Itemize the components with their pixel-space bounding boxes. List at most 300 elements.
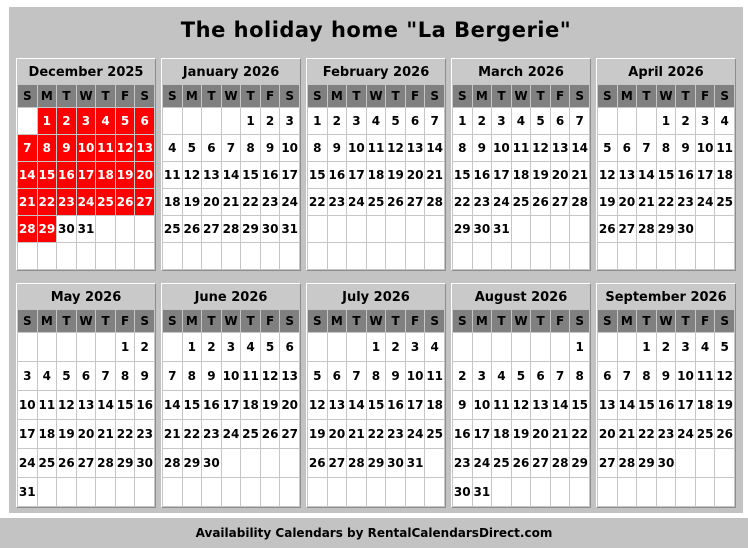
day-cell: 28 bbox=[163, 449, 182, 477]
empty-day-cell bbox=[77, 333, 96, 361]
empty-day-cell bbox=[57, 333, 76, 361]
day-cell: 30 bbox=[386, 449, 405, 477]
day-cell: 7 bbox=[618, 362, 637, 390]
week-row bbox=[163, 243, 299, 269]
day-cell: 12 bbox=[261, 362, 280, 390]
day-cell: 17 bbox=[18, 420, 37, 448]
week-row bbox=[18, 449, 154, 477]
day-cell: 24 bbox=[406, 420, 425, 448]
empty-day-cell bbox=[531, 333, 550, 361]
day-cell: 13 bbox=[598, 391, 617, 419]
booked-day-cell: 6 bbox=[135, 108, 154, 134]
day-cell: 4 bbox=[425, 333, 444, 361]
weekday-header: F bbox=[116, 310, 135, 332]
day-cell: 17 bbox=[696, 162, 715, 188]
weekday-header: M bbox=[328, 85, 347, 107]
weekday-header: S bbox=[18, 85, 37, 107]
day-cell: 15 bbox=[116, 391, 135, 419]
day-cell: 12 bbox=[715, 362, 734, 390]
booked-day-cell: 29 bbox=[38, 216, 57, 242]
day-cell: 30 bbox=[57, 216, 76, 242]
week-row bbox=[598, 362, 734, 390]
booked-day-cell: 16 bbox=[57, 162, 76, 188]
day-cell: 4 bbox=[163, 135, 182, 161]
booked-day-cell: 21 bbox=[18, 189, 37, 215]
day-cell: 3 bbox=[18, 362, 37, 390]
weekday-header: T bbox=[96, 85, 115, 107]
footer-credit: Availability Calendars by RentalCalendarsDirect.com bbox=[195, 526, 553, 540]
day-cell: 8 bbox=[657, 135, 676, 161]
weekday-header: T bbox=[241, 310, 260, 332]
day-cell: 30 bbox=[261, 216, 280, 242]
day-cell: 10 bbox=[18, 391, 37, 419]
day-cell: 24 bbox=[492, 189, 511, 215]
weekday-header: T bbox=[492, 310, 511, 332]
day-cell: 28 bbox=[637, 216, 656, 242]
empty-day-cell bbox=[222, 449, 241, 477]
weekday-header: S bbox=[135, 310, 154, 332]
empty-day-cell bbox=[531, 216, 550, 242]
day-cell: 1 bbox=[570, 333, 589, 361]
weekday-header: W bbox=[657, 310, 676, 332]
weekday-header: F bbox=[696, 310, 715, 332]
empty-day-cell bbox=[38, 243, 57, 269]
day-cell: 20 bbox=[77, 420, 96, 448]
day-cell: 11 bbox=[241, 362, 260, 390]
weekday-header: S bbox=[598, 85, 617, 107]
booked-day-cell: 11 bbox=[96, 135, 115, 161]
week-row bbox=[453, 135, 589, 161]
day-cell: 13 bbox=[280, 362, 299, 390]
empty-day-cell bbox=[676, 478, 695, 506]
weekday-header: M bbox=[473, 310, 492, 332]
day-cell: 17 bbox=[222, 391, 241, 419]
week-row bbox=[453, 108, 589, 134]
day-cell: 4 bbox=[241, 333, 260, 361]
booked-day-cell: 8 bbox=[38, 135, 57, 161]
calendar-september-2026 bbox=[596, 283, 736, 508]
empty-day-cell bbox=[696, 478, 715, 506]
weekday-header: T bbox=[676, 85, 695, 107]
day-cell: 1 bbox=[637, 333, 656, 361]
day-cell: 9 bbox=[676, 135, 695, 161]
empty-day-cell bbox=[367, 478, 386, 506]
booked-day-cell: 5 bbox=[116, 108, 135, 134]
empty-day-cell bbox=[328, 478, 347, 506]
day-cell: 3 bbox=[406, 333, 425, 361]
calendar-march-2026 bbox=[451, 58, 591, 271]
day-cell: 1 bbox=[367, 333, 386, 361]
day-cell: 23 bbox=[657, 420, 676, 448]
day-cell: 1 bbox=[657, 108, 676, 134]
day-cell: 9 bbox=[386, 362, 405, 390]
weekday-header: S bbox=[598, 310, 617, 332]
day-cell: 1 bbox=[241, 108, 260, 134]
day-cell: 15 bbox=[183, 391, 202, 419]
day-cell: 5 bbox=[512, 362, 531, 390]
day-cell: 10 bbox=[676, 362, 695, 390]
day-cell: 3 bbox=[696, 108, 715, 134]
empty-day-cell bbox=[715, 478, 734, 506]
week-row bbox=[18, 243, 154, 269]
empty-day-cell bbox=[38, 333, 57, 361]
week-row bbox=[18, 189, 154, 215]
day-cell: 9 bbox=[657, 362, 676, 390]
day-cell: 4 bbox=[38, 362, 57, 390]
day-cell: 6 bbox=[551, 108, 570, 134]
day-cell: 11 bbox=[696, 362, 715, 390]
weekday-header: M bbox=[38, 85, 57, 107]
empty-day-cell bbox=[163, 333, 182, 361]
day-cell: 12 bbox=[598, 162, 617, 188]
week-row bbox=[163, 189, 299, 215]
empty-day-cell bbox=[425, 478, 444, 506]
day-cell: 10 bbox=[222, 362, 241, 390]
weekday-header: T bbox=[492, 85, 511, 107]
day-cell: 2 bbox=[328, 108, 347, 134]
day-cell: 13 bbox=[406, 135, 425, 161]
weekday-header: M bbox=[473, 85, 492, 107]
month-header-february-2026: February 2026 bbox=[308, 60, 444, 84]
booked-day-cell: 2 bbox=[57, 108, 76, 134]
day-cell: 14 bbox=[425, 135, 444, 161]
day-cell: 21 bbox=[347, 420, 366, 448]
day-cell: 18 bbox=[241, 391, 260, 419]
day-cell: 21 bbox=[96, 420, 115, 448]
day-cell: 22 bbox=[453, 189, 472, 215]
calendar-february-2026 bbox=[306, 58, 446, 271]
day-cell: 7 bbox=[425, 108, 444, 134]
empty-day-cell bbox=[696, 243, 715, 269]
weekday-header: T bbox=[96, 310, 115, 332]
empty-day-cell bbox=[386, 216, 405, 242]
empty-day-cell bbox=[163, 108, 182, 134]
day-cell: 7 bbox=[347, 362, 366, 390]
day-cell: 26 bbox=[308, 449, 327, 477]
booked-day-cell: 18 bbox=[96, 162, 115, 188]
empty-day-cell bbox=[135, 216, 154, 242]
booked-day-cell: 1 bbox=[38, 108, 57, 134]
day-cell: 14 bbox=[163, 391, 182, 419]
day-cell: 20 bbox=[551, 162, 570, 188]
weekday-header: S bbox=[280, 85, 299, 107]
booked-day-cell: 12 bbox=[116, 135, 135, 161]
empty-day-cell bbox=[222, 108, 241, 134]
day-cell: 27 bbox=[77, 449, 96, 477]
empty-day-cell bbox=[261, 449, 280, 477]
day-cell: 14 bbox=[222, 162, 241, 188]
day-cell: 2 bbox=[453, 362, 472, 390]
empty-day-cell bbox=[657, 243, 676, 269]
day-cell: 10 bbox=[347, 135, 366, 161]
week-row bbox=[308, 478, 444, 506]
day-cell: 25 bbox=[367, 189, 386, 215]
weekday-header: F bbox=[551, 85, 570, 107]
week-row bbox=[18, 391, 154, 419]
empty-day-cell bbox=[598, 478, 617, 506]
day-cell: 2 bbox=[657, 333, 676, 361]
day-cell: 9 bbox=[135, 362, 154, 390]
week-row bbox=[598, 189, 734, 215]
week-row bbox=[308, 189, 444, 215]
day-cell: 5 bbox=[598, 135, 617, 161]
weekday-header: F bbox=[116, 85, 135, 107]
calendar-june-2026 bbox=[161, 283, 301, 508]
empty-day-cell bbox=[425, 449, 444, 477]
week-row bbox=[18, 135, 154, 161]
empty-day-cell bbox=[280, 243, 299, 269]
day-cell: 10 bbox=[280, 135, 299, 161]
empty-day-cell bbox=[676, 449, 695, 477]
day-cell: 8 bbox=[453, 135, 472, 161]
day-cell: 30 bbox=[473, 216, 492, 242]
day-cell: 6 bbox=[531, 362, 550, 390]
day-cell: 17 bbox=[676, 391, 695, 419]
day-cell: 26 bbox=[386, 189, 405, 215]
booked-day-cell: 23 bbox=[57, 189, 76, 215]
day-cell: 27 bbox=[406, 189, 425, 215]
week-row bbox=[598, 420, 734, 448]
empty-day-cell bbox=[598, 108, 617, 134]
empty-day-cell bbox=[96, 478, 115, 506]
booked-day-cell: 10 bbox=[77, 135, 96, 161]
day-cell: 15 bbox=[637, 391, 656, 419]
day-cell: 28 bbox=[96, 449, 115, 477]
day-cell: 21 bbox=[222, 189, 241, 215]
day-cell: 2 bbox=[135, 333, 154, 361]
day-cell: 15 bbox=[241, 162, 260, 188]
day-cell: 27 bbox=[280, 420, 299, 448]
day-cell: 29 bbox=[116, 449, 135, 477]
day-cell: 3 bbox=[222, 333, 241, 361]
week-row bbox=[163, 135, 299, 161]
empty-day-cell bbox=[551, 216, 570, 242]
day-cell: 29 bbox=[657, 216, 676, 242]
day-cell: 3 bbox=[473, 362, 492, 390]
day-cell: 5 bbox=[183, 135, 202, 161]
day-cell: 21 bbox=[425, 162, 444, 188]
day-cell: 26 bbox=[183, 216, 202, 242]
day-cell: 31 bbox=[77, 216, 96, 242]
day-cell: 12 bbox=[531, 135, 550, 161]
booked-day-cell: 22 bbox=[38, 189, 57, 215]
week-row bbox=[308, 333, 444, 361]
empty-day-cell bbox=[453, 333, 472, 361]
day-cell: 13 bbox=[618, 162, 637, 188]
calendar-july-2026 bbox=[306, 283, 446, 508]
day-cell: 22 bbox=[570, 420, 589, 448]
day-cell: 7 bbox=[570, 108, 589, 134]
day-cell: 1 bbox=[308, 108, 327, 134]
week-row bbox=[308, 108, 444, 134]
empty-day-cell bbox=[347, 478, 366, 506]
week-row bbox=[598, 391, 734, 419]
weekday-header: S bbox=[308, 85, 327, 107]
weekday-header: T bbox=[57, 310, 76, 332]
day-cell: 1 bbox=[183, 333, 202, 361]
weekday-header: F bbox=[261, 85, 280, 107]
day-cell: 6 bbox=[77, 362, 96, 390]
empty-day-cell bbox=[308, 243, 327, 269]
day-cell: 23 bbox=[676, 189, 695, 215]
day-cell: 2 bbox=[473, 108, 492, 134]
empty-day-cell bbox=[570, 478, 589, 506]
day-cell: 20 bbox=[328, 420, 347, 448]
calendar-row-2 bbox=[9, 283, 743, 508]
week-row bbox=[598, 216, 734, 242]
empty-day-cell bbox=[241, 478, 260, 506]
day-cell: 23 bbox=[202, 420, 221, 448]
day-cell: 31 bbox=[18, 478, 37, 506]
day-cell: 19 bbox=[261, 391, 280, 419]
day-cell: 25 bbox=[38, 449, 57, 477]
empty-day-cell bbox=[347, 216, 366, 242]
empty-day-cell bbox=[261, 243, 280, 269]
weekday-header: T bbox=[386, 85, 405, 107]
day-cell: 20 bbox=[531, 420, 550, 448]
day-cell: 25 bbox=[696, 420, 715, 448]
empty-day-cell bbox=[328, 216, 347, 242]
day-cell: 27 bbox=[328, 449, 347, 477]
day-cell: 22 bbox=[116, 420, 135, 448]
day-cell: 7 bbox=[163, 362, 182, 390]
empty-day-cell bbox=[676, 243, 695, 269]
week-row bbox=[308, 420, 444, 448]
booked-day-cell: 28 bbox=[18, 216, 37, 242]
day-cell: 3 bbox=[492, 108, 511, 134]
empty-day-cell bbox=[347, 243, 366, 269]
day-cell: 23 bbox=[328, 189, 347, 215]
day-cell: 15 bbox=[453, 162, 472, 188]
empty-day-cell bbox=[261, 478, 280, 506]
day-cell: 16 bbox=[473, 162, 492, 188]
week-row bbox=[453, 162, 589, 188]
day-cell: 18 bbox=[425, 391, 444, 419]
weekday-header: T bbox=[202, 85, 221, 107]
week-row bbox=[598, 243, 734, 269]
booked-day-cell: 19 bbox=[116, 162, 135, 188]
day-cell: 20 bbox=[618, 189, 637, 215]
day-cell: 16 bbox=[453, 420, 472, 448]
weekday-header: W bbox=[222, 85, 241, 107]
day-cell: 5 bbox=[308, 362, 327, 390]
day-cell: 12 bbox=[386, 135, 405, 161]
empty-day-cell bbox=[551, 333, 570, 361]
empty-day-cell bbox=[551, 243, 570, 269]
empty-day-cell bbox=[241, 243, 260, 269]
empty-day-cell bbox=[135, 478, 154, 506]
weekday-header: T bbox=[347, 85, 366, 107]
day-cell: 29 bbox=[570, 449, 589, 477]
weekday-header: M bbox=[328, 310, 347, 332]
week-row bbox=[308, 135, 444, 161]
day-cell: 11 bbox=[425, 362, 444, 390]
day-cell: 12 bbox=[57, 391, 76, 419]
empty-day-cell bbox=[657, 478, 676, 506]
day-cell: 23 bbox=[135, 420, 154, 448]
empty-day-cell bbox=[618, 478, 637, 506]
weekday-header: T bbox=[202, 310, 221, 332]
month-header-december-2025: December 2025 bbox=[18, 60, 154, 84]
week-row bbox=[598, 108, 734, 134]
booked-day-cell: 3 bbox=[77, 108, 96, 134]
week-row bbox=[598, 449, 734, 477]
day-cell: 15 bbox=[570, 391, 589, 419]
day-cell: 16 bbox=[657, 391, 676, 419]
page-title: The holiday home "La Bergerie" bbox=[180, 18, 572, 42]
day-cell: 17 bbox=[406, 391, 425, 419]
empty-day-cell bbox=[222, 243, 241, 269]
empty-day-cell bbox=[38, 478, 57, 506]
weekday-header: S bbox=[18, 310, 37, 332]
empty-day-cell bbox=[18, 333, 37, 361]
day-cell: 21 bbox=[618, 420, 637, 448]
day-cell: 23 bbox=[261, 189, 280, 215]
day-cell: 29 bbox=[183, 449, 202, 477]
empty-day-cell bbox=[57, 478, 76, 506]
week-row bbox=[163, 333, 299, 361]
day-cell: 4 bbox=[492, 362, 511, 390]
weekday-header: T bbox=[531, 310, 550, 332]
day-cell: 29 bbox=[453, 216, 472, 242]
calendar-april-2026 bbox=[596, 58, 736, 271]
empty-day-cell bbox=[96, 333, 115, 361]
booked-day-cell: 20 bbox=[135, 162, 154, 188]
week-row bbox=[453, 362, 589, 390]
day-cell: 19 bbox=[531, 162, 550, 188]
day-cell: 10 bbox=[696, 135, 715, 161]
day-cell: 24 bbox=[280, 189, 299, 215]
booked-day-cell: 24 bbox=[77, 189, 96, 215]
day-cell: 23 bbox=[386, 420, 405, 448]
empty-day-cell bbox=[598, 243, 617, 269]
day-cell: 22 bbox=[637, 420, 656, 448]
empty-day-cell bbox=[492, 478, 511, 506]
weekday-header: T bbox=[637, 85, 656, 107]
month-header-june-2026: June 2026 bbox=[163, 285, 299, 309]
day-cell: 20 bbox=[406, 162, 425, 188]
day-cell: 11 bbox=[492, 391, 511, 419]
day-cell: 30 bbox=[202, 449, 221, 477]
week-row bbox=[18, 420, 154, 448]
empty-day-cell bbox=[163, 243, 182, 269]
day-cell: 10 bbox=[406, 362, 425, 390]
day-cell: 19 bbox=[57, 420, 76, 448]
day-cell: 19 bbox=[386, 162, 405, 188]
calendar-december-2025 bbox=[16, 58, 156, 271]
day-cell: 12 bbox=[183, 162, 202, 188]
week-row bbox=[163, 362, 299, 390]
day-cell: 22 bbox=[367, 420, 386, 448]
day-cell: 6 bbox=[280, 333, 299, 361]
day-cell: 18 bbox=[367, 162, 386, 188]
day-cell: 3 bbox=[676, 333, 695, 361]
day-cell: 17 bbox=[473, 420, 492, 448]
day-cell: 20 bbox=[202, 189, 221, 215]
weekday-header: S bbox=[280, 310, 299, 332]
calendar-row-1 bbox=[9, 58, 743, 271]
booked-day-cell: 14 bbox=[18, 162, 37, 188]
empty-day-cell bbox=[386, 243, 405, 269]
day-cell: 10 bbox=[473, 391, 492, 419]
day-cell: 31 bbox=[492, 216, 511, 242]
day-cell: 1 bbox=[116, 333, 135, 361]
empty-day-cell bbox=[512, 216, 531, 242]
day-cell: 25 bbox=[163, 216, 182, 242]
weekday-header: S bbox=[163, 85, 182, 107]
month-header-september-2026: September 2026 bbox=[598, 285, 734, 309]
empty-day-cell bbox=[531, 478, 550, 506]
